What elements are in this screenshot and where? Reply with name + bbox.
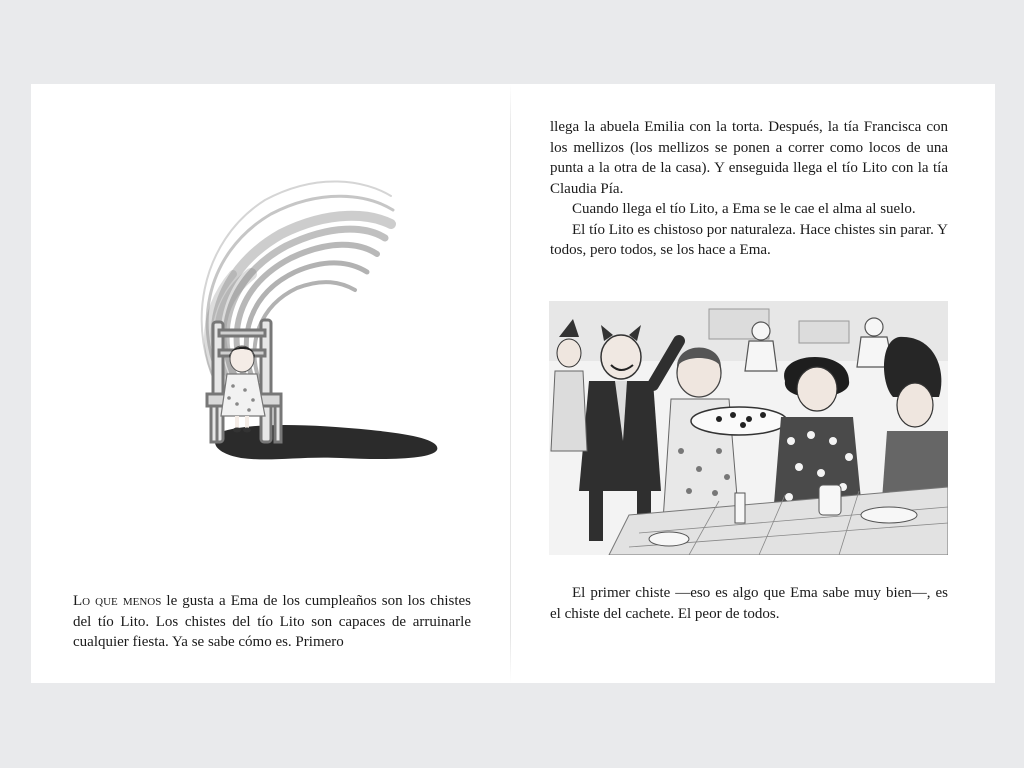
left-page-text: [73, 591, 471, 653]
left-paragraph-body: le gusta a Ema de los cumpleaños son los chistes del tío Lito. Los chistes del tío Lito son capaces de arruinarle cualquier fiesta. Ya se sabe cómo es. Primero: [73, 593, 472, 650]
right-paragraph-2: Cuando llega el tío Lito, a Ema se le cae el alma al suelo.: [572, 201, 916, 217]
left-page: [31, 84, 510, 683]
right-paragraph-3: El tío Lito es chistoso por naturaleza. Hace chistes sin parar. Y todos, pero todos, se los hace a Ema.: [550, 221, 948, 258]
lead-in: Lo que menos: [73, 593, 162, 609]
right-paragraph-4: El primer chiste —eso es algo que Ema sabe muy bien—, es el chiste del cachete. El peor de todos.: [550, 585, 948, 622]
girl-in-chair-illustration: [141, 154, 441, 484]
family-party-illustration: [549, 301, 948, 555]
right-paragraph-1: llega la abuela Emilia con la torta. Después, la tía Francisca con los mellizos (los mellizos se ponen a correr como locos de una punta a la otra de la casa). Y enseguida llega el tío Lito con la tía Claudia Pía.: [550, 119, 948, 197]
right-page-text-bottom: [550, 583, 948, 624]
left-paragraph: [73, 591, 471, 653]
book-spread: [31, 84, 995, 683]
right-page-text-top: [550, 117, 948, 261]
right-page: [511, 84, 995, 683]
